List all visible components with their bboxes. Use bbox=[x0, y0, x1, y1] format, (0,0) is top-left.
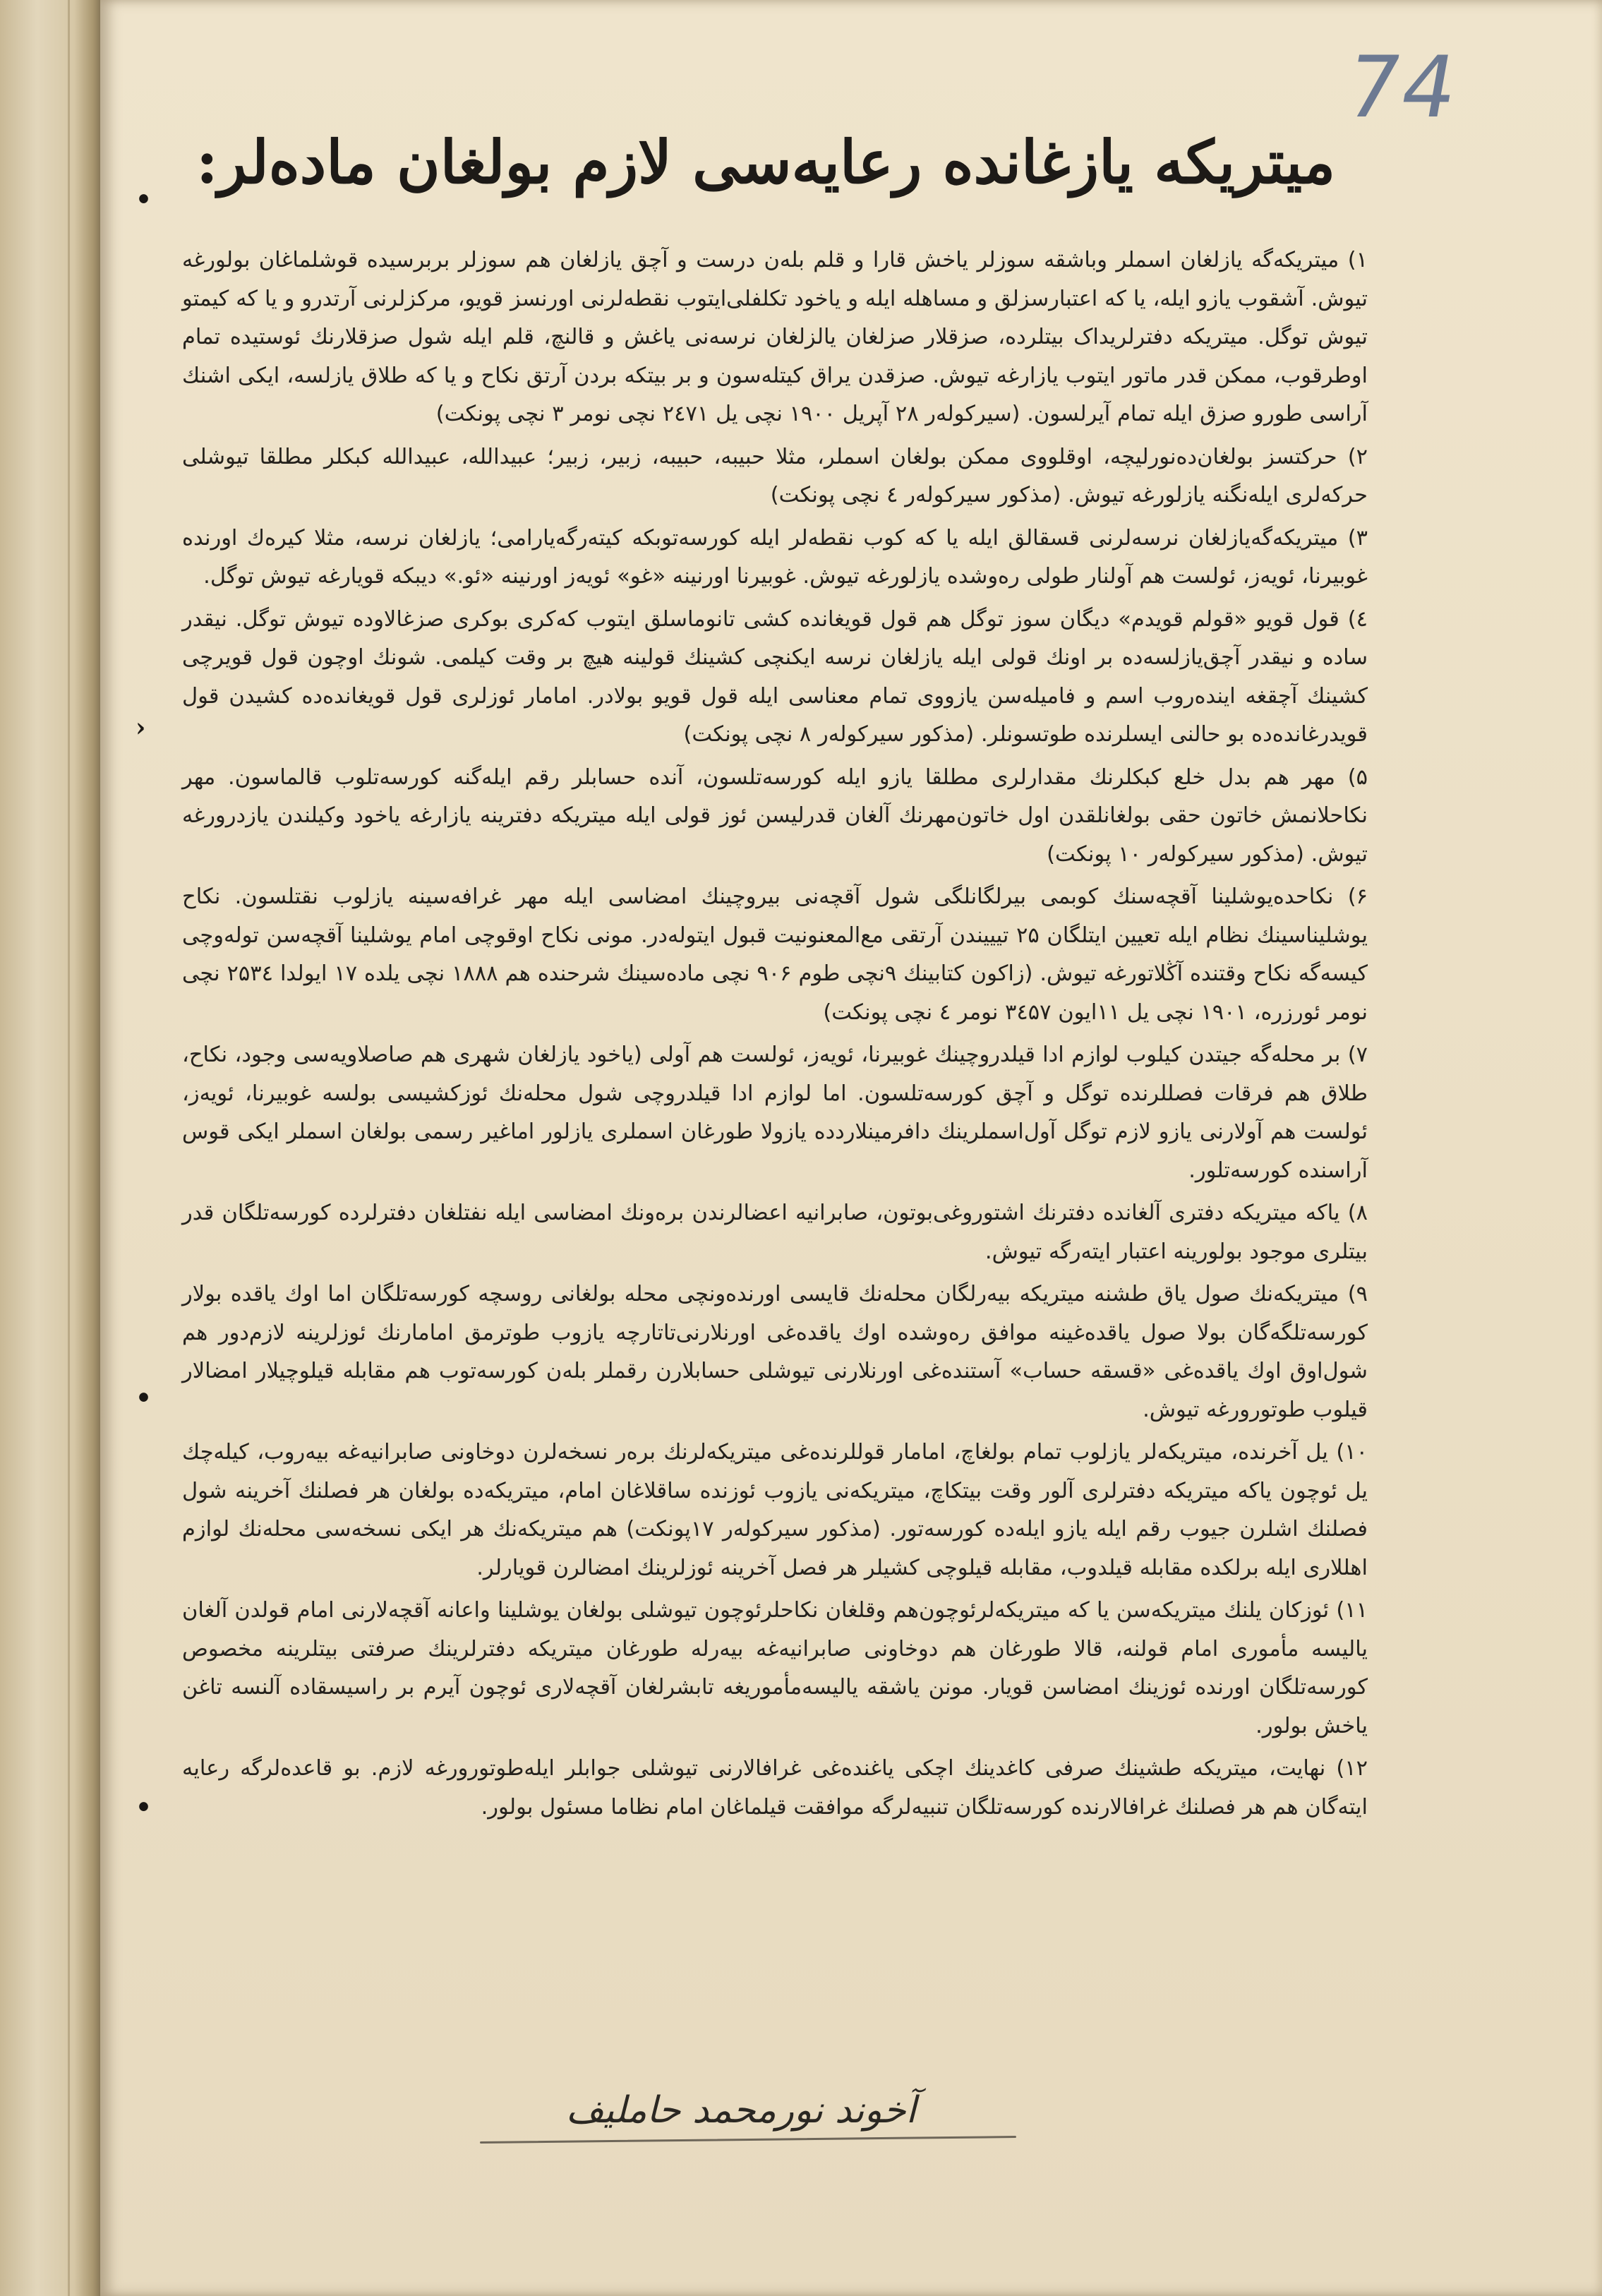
paragraph-10: ۱۰) یل آخرنده، میتریکه‌لر یازلوب تمام بولغاچ، امامار قوللرنده‌غی میتریکه‌لرنك برەر نسخه‌لرن دوخاونی صابرانیه‌غه بیه‌روب، کیله‌چك یل ئوچون یاکه میتریکه دفترلری آلور وقت بیتکاچ، میتریکه‌نی یازوب ئوزنده ساقلاغان امام، میتریکه‌ده بولغان هر فصلنك آخرینه شول فصلنك اشلرن جیوب رقم ایله یازو ایله‌ده کورسه‌تور. (مذکور سیرکوله‌ر ۱۷پونکت) هم میتریکه‌نك هر ایکی نسخه‌سی محله‌نك لوازم اهللاری ایله برلکده مقابله قیلدوب، مقابله قیلوچی کشیلر هر فصل آخرینه ئوزلرینك امضالرن قویارلر. bbox=[182, 1440, 1368, 1580]
paragraph-3: ۳) میتریکه‌گه‌یازلغان نرسه‌لرنی قسقالق ایله یا که کوب نقطه‌لر ایله کورسه‌توبکه کیته‌رگه‌یارامی؛ یازلغان نرسه، مثلا کیره‌ك اورنده غوبیرنا، ئویه‌ز، ئولست هم آولنار طولی رەوشده یازلورغه تیوش. غوبیرنا اورنینه «غو» ئویه‌ز اورنینه «ئو.» دیبکه قویارغه تیوش توگل. bbox=[182, 525, 1368, 589]
book-binding-edge bbox=[0, 0, 106, 2296]
margin-dot-mark: • bbox=[135, 1793, 152, 1822]
paragraph-5: ۵) مهر هم بدل خلع کبکلرنك مقدارلری مطلقا یازو ایله کورسه‌تلسون، آنده حسابلر رقم ایله‌گنه کورسه‌تلوب قالماسون. مهر نکاحلانمش خاتون حقی بولغانلقدن اول خاتون‌مهرنك آلغان قدرلیسن ئوز قولی ایله میتریکه دفترینه یازارغه یاخود وکیلندن یازدرورغه تیوش. (مذکور سیرکوله‌ر ۱۰ پونکت) bbox=[182, 764, 1368, 867]
paragraph-8: ۸) یاکه میتریکه دفتری آلغانده دفترنك اشتوروغی‌بوتون، صابرانیه اعضالرندن برەونك امضاسی ایله نفتلغان دفترلرده کورسه‌تلگان قدر بیتلری موجود بولورینه اعتبار ایته‌رگه تیوش. bbox=[182, 1201, 1368, 1264]
paragraph-6: ۶) نکاحده‌یوشلینا آقچه‌سنك کوبمی بیرلگانلگی شول آقچه‌نی بیروچینك امضاسی ایله مهر غرافه‌سینه یازلوب نقتلسون. نکاح یوشلیناسینك نظام ایله تعیین ایتلگان ۲۵ تیییندن آرتقی مع‌المعنونیت قبول ایتوله‌در. مونی نکاح اوقوچی امام یوشلینا آقچه‌سن توله‌وچی کیسه‌گه نکاح وقتنده آڭلاتورغه تیوش. (زاکون کتابینك ۹نچی طوم ۹۰۶ نچی ماده‌سینك شرحنده هم ۱۸۸۸ نچی یلده ۱۷ ایولدا ۲۵۳٤ نچی نومر ئورزره، ۱۹۰۱ نچی یل ۱۱ایون ۳٤۵۷ نومر ٤ نچی پونکت) bbox=[182, 884, 1368, 1025]
paragraph-7: ۷) بر محله‌گه جیتدن کیلوب لوازم ادا قیلدروچینك غوبیرنا، ئویه‌ز، ئولست هم آولی (یاخود یازلغان شهری هم صاصلاویه‌سی وجود، نکاح، طلاق هم فرقات فصللرنده توگل و آچق کورسه‌تلسون. اما لوازم ادا قیلدروچی شول محله‌نك ئوزکشیسی بولسه غوبیرنا، ئویه‌ز، ئولست هم آولارنی یازو لازم توگل آول‌اسملرینك دافرمینلاردده یازولا طورغان اسملری یازلور اماغیر رسمی بولغان اسملر ایکی قوس آراسنده کورسه‌تلور. bbox=[182, 1042, 1368, 1183]
signature: آخوند نورمحمد حاملیف bbox=[565, 2089, 917, 2132]
binding-gutter bbox=[68, 0, 70, 2296]
paragraph-11: ۱۱) ئوزکان یلنك میتریکه‌سن یا که میتریکه‌لرئوچون‌هم‌ وقلغان نکاحلرئوچون تیوشلی بولغان یوشلینا واعانه آقچه‌لارنی امام قولدن آلغان یالیسه مأموری امام قولنه، قالا طورغان هم دوخاونی صابرانیه‌غه بیه‌رله طورغان میتریکه دفترلرینك صرفتی بیتلرینه مخصوص کورسه‌تلگان اورنده ئوزینك امضاسن قویار. مونن یاشقه یالیسه‌مأموریغه تابشرلغان آقچه‌لاری ئوچون آیرم بر راسیسقاده آلنسه تاغن یاخش بولور. bbox=[182, 1598, 1368, 1738]
paragraph-12: ۱۲) نهایت، میتریکه طشینك صرفی کاغدینك اچکی یاغنده‌غی غرافالارنی تیوشلی جوابلر ایله‌طوتورورغه لازم. بو قاعده‌لرگه رعایه ایته‌گان هم هر فصلنك غرافالارنده کورسه‌تلگان تنبیه‌لرگه موافقت قیلماغان امام نظاما مسئول بولور. bbox=[182, 1756, 1368, 1820]
paragraph-4: ٤) قول قویو «قولم قویدم» دیگان سوز توگل هم قول قویغانده کشی تانوماسلق ایتوب کەکری بوکری صزغالاوده تیوش توگل. نیقدر ساده و نیقدر آچق‌یازلسه‌ده بر اونك قولی ایله یازلغان نرسه ایکنچی کشینك قولینه هیچ بر وقت کیلمی. شونك اوچون قول قویرچی کشینك آچقغه اینده‌روب اسم و فامیله‌سن یازووی تمام معناسی ایله قول قویو بولادر. امامار ئوزلری قول قویغانده‌ده کشیدن قول قویدرغانده‌ده بو حالنی ایسلرنده طوتسونلر. (مذکور سیرکوله‌ر ۸ نچی پونکت) bbox=[182, 606, 1368, 747]
paragraph-2: ۲) حرکتسز بولغان‌ده‌نورلیچه، اوقلووی ممکن بولغان اسملر، مثلا حبیبه، حبیبه، زبیر، زبیر؛ عبیدالله، عبیدالله کبکلر مطلقا تیوشلی حرکه‌لری ایله‌نگنه یازلورغه تیوش. (مذکور سیرکوله‌ر ٤ نچی پونکت) bbox=[182, 444, 1368, 507]
paragraph-1: ۱) میتریکه‌گه یازلغان اسملر وباشقه سوزلر یاخش قارا و قلم بله‌ن درست و آچق یازلغان هم سوزلر بربرسیده قوشلماغان بولورغه تیوش. آشقوب یازو ایله، یا که اعتبارسزلق و مساهله ایله و یاخود تکلفلی‌ایتوب نقطه‌لرنی اورنسز قویو، مرکزلرنی آرتدرو و یا که کیمتو تیوش توگل. میتریکه دفترلریدا‌ک بیتلرده، صزقلار صزلغان یالزلغان نرسه‌نی یاغش و قالنچ، قلم ایله شول صزقلارنك ئوستیده تمام اوطرقوب، ممکن قدر ماتور ایتوب یازارغه تیوش. صزقدن یراق کیتله‌سون و بر بیتکه بردن آرتق نکاح و یا که طلاق یازلسه، ایکی اشنك آراسی طورو صزق ایله تمام آیرلسون. (سیرکوله‌ر ۲۸ آپریل ۱۹۰۰ نچی یل ۲٤۷۱ نچی نومر ۳ نچی پونکت) bbox=[182, 248, 1368, 426]
folio-number: 74 bbox=[1338, 39, 1467, 137]
page-title: میتریکه یازغانده رعایه‌سی لازم بولغان ماده‌لر: bbox=[195, 127, 1336, 197]
document-body bbox=[182, 241, 1368, 1831]
paragraph-9: ۹) میتریکه‌نك صول یاق طشنه میتریکه بیه‌رلگان محله‌نك قایسی اورنده‌ونچی محله بولغانی روسچه کورسه‌تلگان اما اوك یاقده‌ بولار کورسه‌تلگه‌گان بولا صول یاقده‌غینه موافق رەوشده اوك یاقده‌غی اورنلارنی‌تاتارچه یازوب طوترمق امامارنك ئوزلرینه لازم‌دور هم شول‌اوق اوك یاقده‌غی «قسقه حساب» آستنده‌غی اورنلارنی تیوشلی حسابلارن رقملر بله‌ن کورسه‌توب هم مقابله قیلوچیلار امضالار قیلوب طوتورورغه تیوش. bbox=[182, 1282, 1368, 1422]
margin-dot-mark: • bbox=[135, 1383, 152, 1413]
margin-check-mark: › bbox=[135, 713, 146, 743]
margin-dot-mark: • bbox=[135, 185, 152, 215]
